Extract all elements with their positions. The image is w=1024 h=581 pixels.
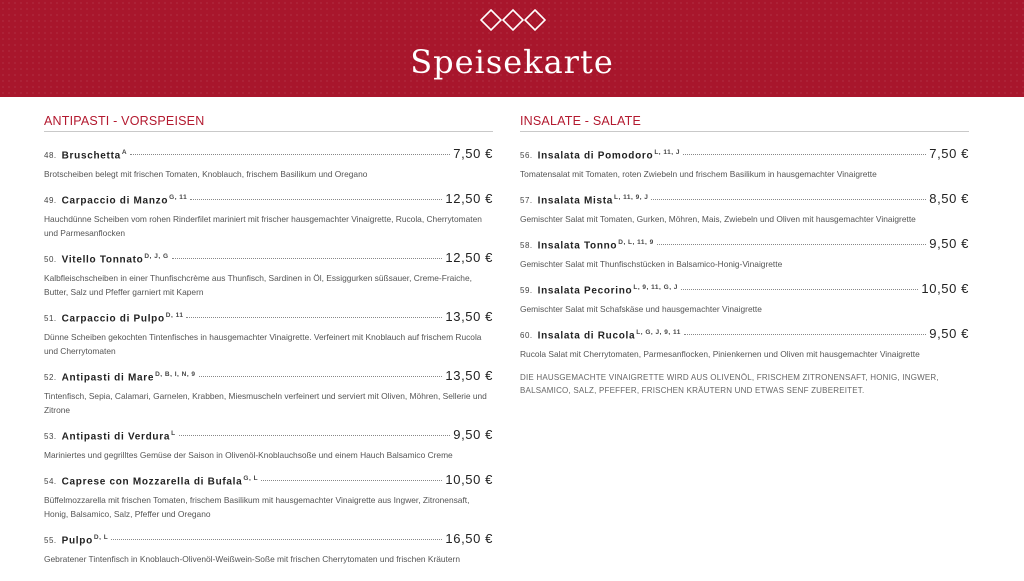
page-title: Speisekarte (410, 43, 614, 81)
item-description: Tomatensalat mit Tomaten, roten Zwiebeln und frischem Basilikum in hausgemachter Vinaigrette (520, 169, 877, 179)
item-number: 49. (44, 196, 57, 205)
item-name-text: Insalata di Pomodoro (537, 150, 654, 161)
dot-leader (683, 154, 926, 155)
menu-item (520, 236, 969, 271)
item-name (538, 284, 678, 296)
menu-item (44, 368, 493, 417)
salate-section (520, 114, 969, 397)
item-number: 53. (44, 432, 57, 441)
item-price: 13,50 € (445, 309, 493, 324)
item-name-text: Vitello Tonnato (61, 254, 144, 265)
item-description: Tintenfisch, Sepia, Calamari, Garnelen, Krabben, Miesmuscheln verfeinert und serviert mit Oliven, Möhren, Sellerie und Zitrone (44, 391, 487, 415)
item-allergens: L (171, 429, 176, 437)
item-price: 10,50 € (445, 472, 493, 487)
item-name-text: Carpaccio di Pulpo (61, 313, 165, 324)
item-name (62, 312, 184, 324)
item-number: 58. (520, 241, 533, 250)
menu-item-header (44, 531, 493, 549)
dot-leader (199, 376, 443, 377)
item-name (538, 194, 649, 206)
section-title-salate: INSALATE - SALATE (520, 114, 969, 132)
item-price: 7,50 € (453, 146, 493, 161)
item-number: 48. (44, 151, 57, 160)
menu-item-header (520, 281, 969, 299)
item-price: 12,50 € (445, 250, 493, 265)
item-price: 16,50 € (445, 531, 493, 546)
item-name-text: Insalata Pecorino (537, 285, 633, 296)
menu-item (44, 472, 493, 521)
item-allergens: D, L (93, 533, 109, 541)
menu-item-header (520, 191, 969, 209)
diamond-logo-icon (480, 9, 546, 31)
menu-item (520, 326, 969, 361)
menu-item-header (44, 250, 493, 268)
item-number: 54. (44, 477, 57, 486)
item-description: Gemischter Salat mit Tomaten, Gurken, Möhren, Mais, Zwiebeln und Oliven mit hausgemachter Vinaigrette (520, 214, 916, 224)
dot-leader (681, 289, 919, 290)
item-allergens: L, 11, 9, J (614, 193, 649, 201)
menu-item-header (44, 146, 493, 164)
section-title-antipasti: ANTIPASTI - VORSPEISEN (44, 114, 493, 132)
menu-item (44, 146, 493, 181)
item-name (62, 430, 176, 442)
dot-leader (657, 244, 927, 245)
item-number: 56. (520, 151, 533, 160)
item-name-text: Insalata Tonno (537, 240, 618, 251)
menu-item (520, 281, 969, 316)
item-allergens: G, 11 (169, 193, 188, 201)
item-name-text: Bruschetta (61, 150, 121, 161)
antipasti-list (44, 146, 493, 566)
item-description: Gebratener Tintenfisch in Knoblauch-Olivenöl-Weißwein-Soße mit frischen Cherrytomaten und frischen Kräutern (44, 554, 460, 564)
item-description: Gemischter Salat mit Thunfischstücken in Balsamico-Honig-Vinaigrette (520, 259, 783, 269)
dot-leader (179, 435, 451, 436)
item-name (62, 475, 258, 487)
item-number: 60. (520, 331, 533, 340)
dot-leader (186, 317, 442, 318)
dot-leader (684, 334, 926, 335)
item-description: Kalbfleischscheiben in einer Thunfischcrème aus Thunfisch, Sardinen in Öl, Essiggurken süßsauer, Creme-Fraiche, Butter, Salz und Pfeffer garniert mit Kapern (44, 273, 472, 297)
menu-item (44, 427, 493, 462)
item-price: 7,50 € (929, 146, 969, 161)
item-price: 8,50 € (929, 191, 969, 206)
item-description: Hauchdünne Scheiben vom rohen Rinderfilet mariniert mit frischer hausgemachter Vinaigrette, Rucola, Cherrytomaten und Parmesanflocken (44, 214, 482, 238)
menu-item-header (44, 309, 493, 327)
item-name (62, 253, 169, 265)
item-name (62, 534, 109, 546)
menu-item (520, 146, 969, 181)
item-name (62, 149, 127, 161)
item-description: Rucola Salat mit Cherrytomaten, Parmesanflocken, Pinienkernen und Oliven mit hausgemachter Vinaigrette (520, 349, 920, 359)
item-number: 51. (44, 314, 57, 323)
item-allergens: L, 9, 11, G, J (633, 283, 678, 291)
item-allergens: D, 11 (165, 311, 184, 319)
item-name (62, 371, 196, 383)
menu-item-header (44, 191, 493, 209)
dot-leader (172, 258, 443, 259)
item-allergens: D, B, I, N, 9 (155, 370, 196, 378)
item-description: Büffelmozzarella mit frischen Tomaten, frischem Basilikum mit hausgemachter Vinaigrette aus Ingwer, Zitronensaft, Honig, Balsamico, Salz, Pfeffer und Oregano (44, 495, 470, 519)
menu-item-header (520, 236, 969, 254)
item-allergens: G, L (243, 474, 259, 482)
dot-leader (190, 199, 442, 200)
item-description: Mariniertes und gegrilltes Gemüse der Saison in Olivenöl-Knoblauchsoße und einem Hauch Balsamico Creme (44, 450, 453, 460)
item-description: Brotscheiben belegt mit frischen Tomaten, Knoblauch, frischem Basilikum und Oregano (44, 169, 368, 179)
item-name-text: Insalata Mista (537, 195, 614, 206)
header-banner (0, 0, 1024, 97)
dot-leader (261, 480, 442, 481)
item-description: Dünne Scheiben gekochten Tintenfisches in hausgemachter Vinaigrette. Verfeinert mit Knoblauch auf frischem Rucola und Cherrytomaten (44, 332, 482, 356)
menu-item (44, 309, 493, 358)
salate-list (520, 146, 969, 361)
menu-item-header (44, 368, 493, 386)
item-name-text: Insalata di Rucola (537, 330, 636, 341)
item-price: 10,50 € (921, 281, 969, 296)
dot-leader (111, 539, 442, 540)
item-name (538, 149, 680, 161)
item-allergens: D, L, 11, 9 (618, 238, 654, 246)
menu-item-header (44, 472, 493, 490)
antipasti-section (44, 114, 493, 576)
item-name (538, 329, 681, 341)
item-price: 9,50 € (929, 236, 969, 251)
item-allergens: A (121, 148, 128, 156)
menu-item (44, 250, 493, 299)
item-allergens: L, 11, J (654, 148, 680, 156)
item-name-text: Antipasti di Mare (61, 372, 155, 383)
item-name-text: Pulpo (61, 535, 93, 546)
item-description: Gemischter Salat mit Schafskäse und hausgemachter Vinaigrette (520, 304, 762, 314)
item-name-text: Carpaccio di Manzo (61, 195, 169, 206)
item-number: 57. (520, 196, 533, 205)
item-number: 59. (520, 286, 533, 295)
dot-leader (130, 154, 450, 155)
item-allergens: L, G, J, 9, 11 (636, 328, 681, 336)
menu-item-header (520, 326, 969, 344)
menu-item (44, 191, 493, 240)
menu-item-header (520, 146, 969, 164)
menu-item (520, 191, 969, 226)
item-number: 55. (44, 536, 57, 545)
item-name (538, 239, 654, 251)
item-price: 12,50 € (445, 191, 493, 206)
item-name-text: Antipasti di Verdura (61, 431, 171, 442)
item-name (62, 194, 188, 206)
menu-item (44, 531, 493, 566)
item-allergens: D, J, G (144, 252, 169, 260)
item-price: 9,50 € (929, 326, 969, 341)
menu-item-header (44, 427, 493, 445)
item-price: 9,50 € (453, 427, 493, 442)
vinaigrette-note: DIE HAUSGEMACHTE VINAIGRETTE WIRD AUS OLIVENÖL, FRISCHEM ZITRONENSAFT, HONIG, INGWER, BALSAMICO, SALZ, PFEFFER, FRISCHEN KRÄUTERN UND ETWAS SENF ZUBEREITET. (520, 373, 939, 395)
item-name-text: Caprese con Mozzarella di Bufala (61, 476, 243, 487)
item-price: 13,50 € (445, 368, 493, 383)
item-number: 52. (44, 373, 57, 382)
item-number: 50. (44, 255, 57, 264)
dot-leader (651, 199, 926, 200)
